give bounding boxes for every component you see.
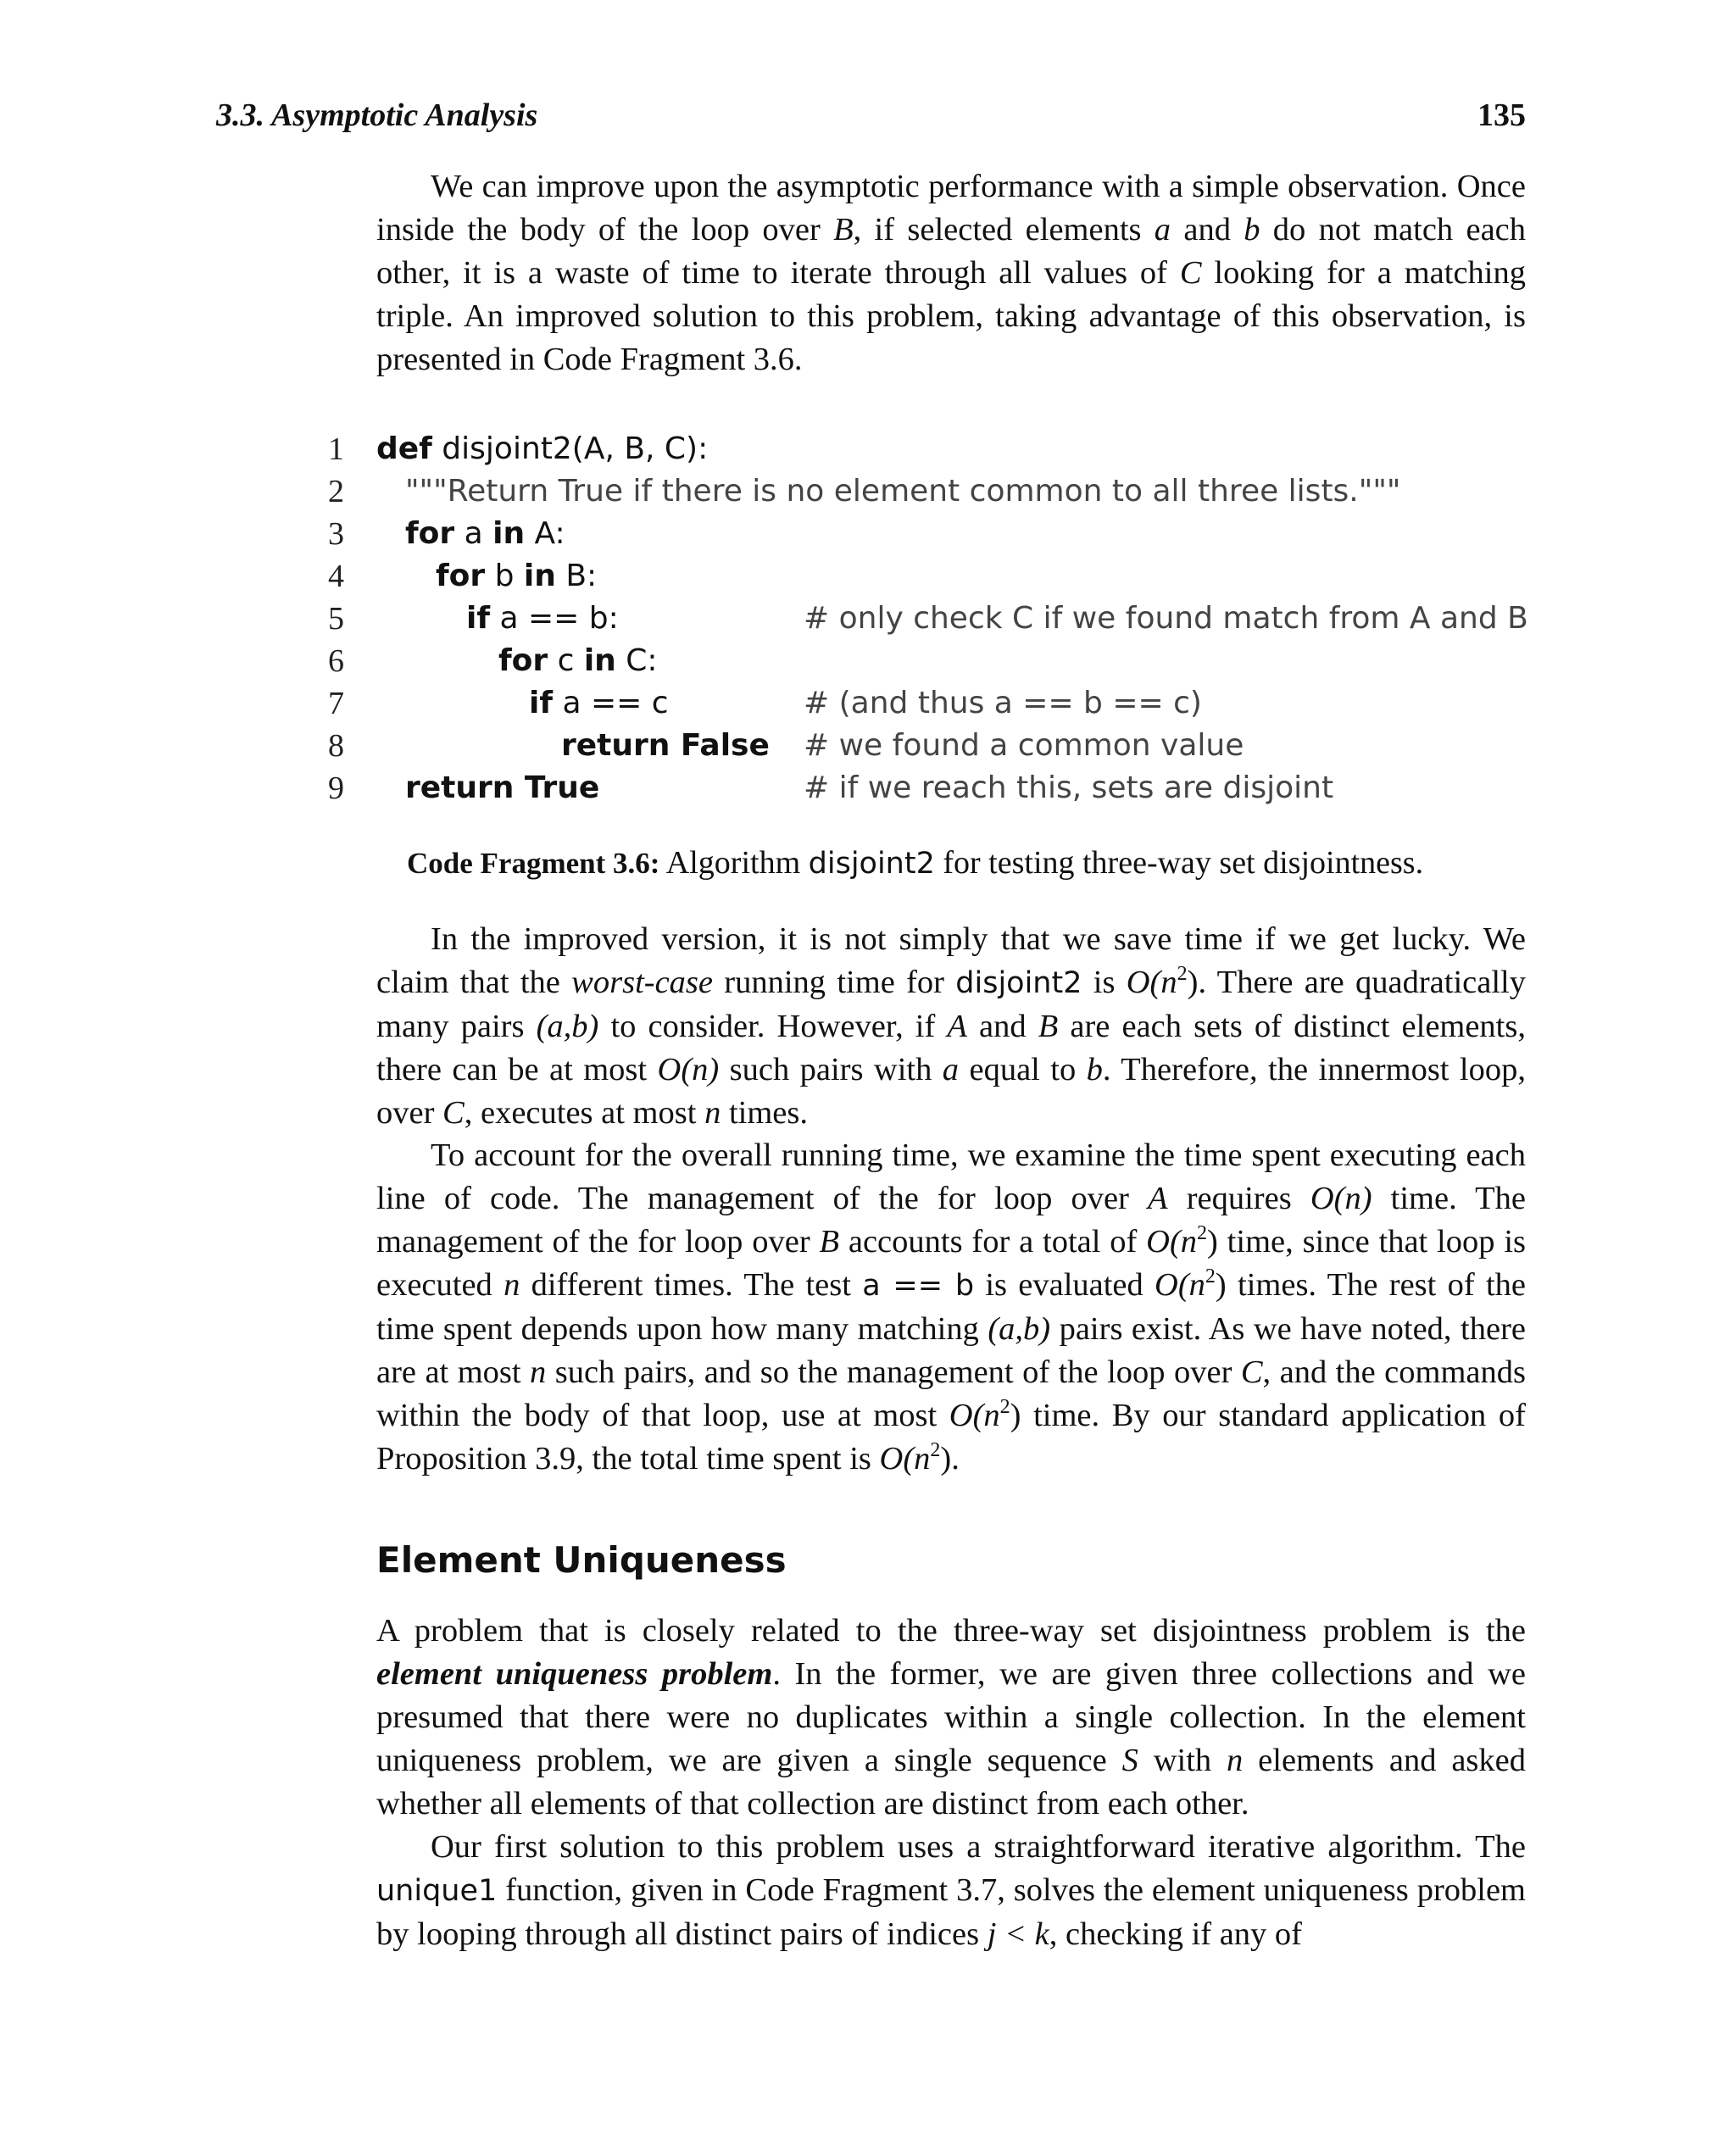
- code-line: 9 return True # if we reach this, sets are disjoint: [288, 767, 1543, 809]
- code-line: 8 return False # we found a common value: [288, 725, 1543, 767]
- page-number: 135: [1477, 97, 1526, 133]
- line-number: 7: [328, 686, 344, 721]
- line-number: 1: [328, 431, 344, 467]
- running-head: [216, 97, 1526, 144]
- line-number: 4: [328, 559, 344, 594]
- section-heading: Element Uniqueness: [376, 1539, 787, 1581]
- code-fragment-caption: Code Fragment 3.6: Algorithm disjoint2 for testing three-way set disjointness.: [407, 845, 1424, 881]
- code-line: [288, 470, 1543, 513]
- code-line: 7 if a == c # (and thus a == b == c): [288, 682, 1543, 725]
- intro-paragraph: We can improve upon the asymptotic performance with a simple observation. Once inside the body of the loop over B, if selected elements a and b do not match each other, it is a waste of time to iterate through all values of C looking for a matching triple. An improved solution to this problem, taking advantage of this observation, is presented in Code Fragment 3.6.: [376, 169, 1526, 377]
- code-line: 4 for b in B:: [288, 555, 1543, 598]
- code-comment: # only check C if we found match from A and B: [804, 601, 1528, 636]
- code-comment: # if we reach this, sets are disjoint: [804, 770, 1334, 805]
- code-line: 6 for c in C:: [288, 640, 1543, 682]
- line-number: 5: [328, 601, 344, 637]
- improved-version-paragraph: In the improved version, it is not simply that we save time if we get lucky. We claim that the worst-case running time for disjoint2 is $O(n^2)$. There are quadratically many pairs (a,b) to consider. However, if A and B are each sets of distinct elements, there can be at most O(n) such pairs with a equal to b. Therefore, the innermost loop, over C, executes at most n times.: [376, 921, 1527, 1131]
- line-number: 8: [328, 728, 344, 764]
- first-solution-paragraph: Our first solution to this problem uses a straightforward iterative algorithm. The unique1 function, given in Code Fragment 3.7, solves the element uniqueness problem by looping through all distinct pairs of indices j < k, checking if any of: [376, 1829, 1526, 1952]
- code-line: 1 def disjoint2(A, B, C):: [288, 428, 1543, 470]
- code-line: 5 if a == b: # only check C if we found match from A and B: [288, 598, 1543, 640]
- code-line: 3 for a in A:: [288, 513, 1543, 555]
- line-number: 9: [328, 770, 344, 806]
- line-number: 2: [328, 474, 344, 509]
- code-comment: # (and thus a == b == c): [804, 686, 1202, 720]
- running-head-title: 3.3. Asymptotic Analysis: [216, 97, 538, 133]
- code-comment: # we found a common value: [804, 728, 1244, 763]
- running-time-paragraph: To account for the overall running time, we examine the time spent executing each line of code. The management of the for loop over A requires O(n) time. The management of the for loop over B accounts for a total of $O(n^2)$ time, since that loop is executed n different times. The test a == b is evaluated $O(n^2)$ times. The rest of the time spent depends upon how many matching (a,b) pairs exist. As we have noted, there are at most n such pairs, and so the management of the loop over C, and the commands within the body of that loop, use at most $O(n^2)$ time. By our standard application of Proposition 3.9, the total time spent is $O(n^2)$.: [376, 1137, 1527, 1476]
- code-fragment: [288, 428, 1543, 818]
- line-number: 3: [328, 516, 344, 552]
- docstring: """Return True if there is no element common to all three lists.""": [405, 474, 1401, 509]
- element-uniqueness-paragraph: A problem that is closely related to the three-way set disjointness problem is the element uniqueness problem. In the former, we are given three collections and we presumed that there were no duplicates within a single collection. In the element uniqueness problem, we are given a single sequence S with n elements and asked whether all elements of that collection are distinct from each other.: [376, 1613, 1526, 1821]
- line-number: 6: [328, 643, 344, 679]
